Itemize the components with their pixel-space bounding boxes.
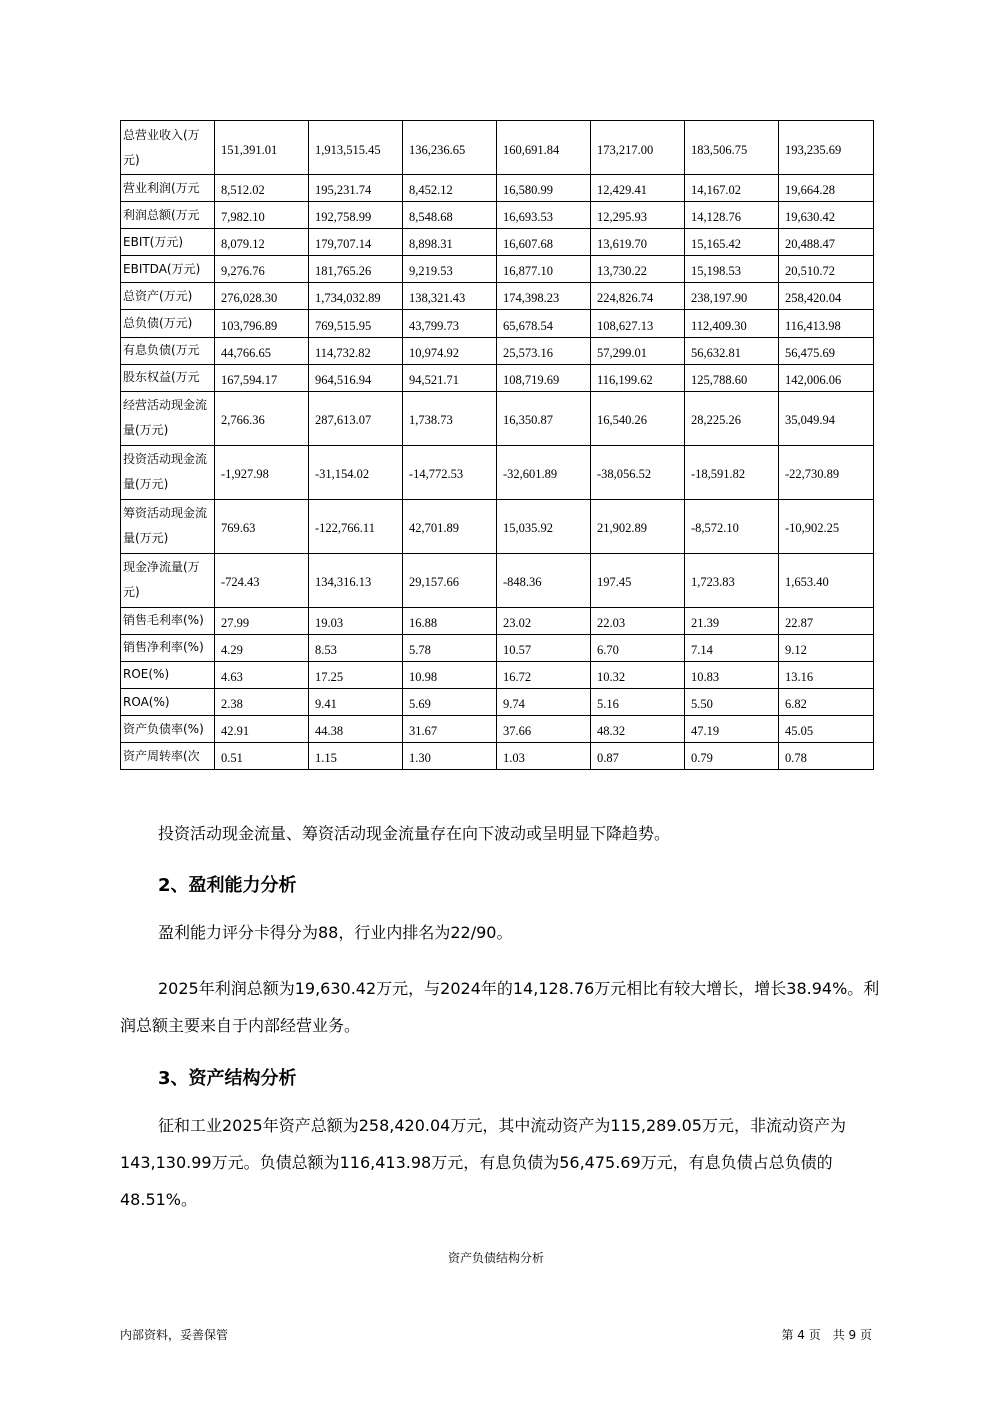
- row-label: 利润总额(万元: [121, 202, 215, 229]
- table-cell: 20,488.47: [779, 229, 874, 256]
- section-heading-profitability: 2、盈利能力分析: [158, 875, 297, 896]
- table-cell: 1,723.83: [685, 553, 779, 607]
- table-cell: 15,198.53: [685, 256, 779, 283]
- table-cell: 238,197.90: [685, 283, 779, 310]
- table-cell: 0.51: [215, 743, 309, 770]
- footer-page-number: 第 4 页 共 9 页: [781, 1328, 872, 1342]
- table-row: [121, 283, 874, 310]
- table-cell: -32,601.89: [497, 445, 591, 499]
- table-cell: 2,766.36: [215, 391, 309, 445]
- table-cell: 136,236.65: [403, 121, 497, 175]
- table-cell: 42,701.89: [403, 499, 497, 553]
- table-cell: 23.02: [497, 607, 591, 634]
- table-cell: 14,167.02: [685, 175, 779, 202]
- table-row: [121, 310, 874, 337]
- table-cell: 116,199.62: [591, 364, 685, 391]
- table-cell: -848.36: [497, 553, 591, 607]
- table-cell: 174,398.23: [497, 283, 591, 310]
- table-cell: 1,653.40: [779, 553, 874, 607]
- paragraph-cashflow-trend: 投资活动现金流量、筹资活动现金流量存在向下波动或呈明显下降趋势。: [158, 824, 671, 843]
- table-cell: 1,734,032.89: [309, 283, 403, 310]
- table-cell: 10.32: [591, 661, 685, 688]
- table-cell: 28,225.26: [685, 391, 779, 445]
- table-cell: -10,902.25: [779, 499, 874, 553]
- paragraph-profitability-score: 盈利能力评分卡得分为88，行业内排名为22/90。: [158, 923, 513, 942]
- table-cell: 22.87: [779, 607, 874, 634]
- table-cell: 9.12: [779, 634, 874, 661]
- table-cell: 769,515.95: [309, 310, 403, 337]
- table-cell: 10,974.92: [403, 337, 497, 364]
- table-cell: 6.70: [591, 634, 685, 661]
- table-cell: 224,826.74: [591, 283, 685, 310]
- table-cell: 65,678.54: [497, 310, 591, 337]
- table-cell: 16,540.26: [591, 391, 685, 445]
- table-row: [121, 337, 874, 364]
- table-cell: 0.79: [685, 743, 779, 770]
- table-cell: 181,765.26: [309, 256, 403, 283]
- table-cell: 112,409.30: [685, 310, 779, 337]
- row-label: 股东权益(万元: [121, 364, 215, 391]
- table-cell: 276,028.30: [215, 283, 309, 310]
- table-cell: 14,128.76: [685, 202, 779, 229]
- row-label: EBIT(万元): [121, 229, 215, 256]
- table-cell: 287,613.07: [309, 391, 403, 445]
- table-row: [121, 607, 874, 634]
- table-cell: 94,521.71: [403, 364, 497, 391]
- figure-caption: 资产负债结构分析: [447, 1251, 544, 1265]
- row-label: 资产负债率(%): [121, 716, 215, 743]
- table-cell: 167,594.17: [215, 364, 309, 391]
- table-cell: 173,217.00: [591, 121, 685, 175]
- table-cell: 7.14: [685, 634, 779, 661]
- table-cell: 1.15: [309, 743, 403, 770]
- table-cell: 138,321.43: [403, 283, 497, 310]
- footer-confidential-note: 内部资料，妥善保管: [120, 1328, 229, 1342]
- row-label: 销售毛利率(%): [121, 607, 215, 634]
- table-cell: 56,632.81: [685, 337, 779, 364]
- table-cell: 5.16: [591, 689, 685, 716]
- table-cell: 160,691.84: [497, 121, 591, 175]
- table-cell: 44.38: [309, 716, 403, 743]
- row-label: EBITDA(万元): [121, 256, 215, 283]
- table-cell: -14,772.53: [403, 445, 497, 499]
- table-cell: 9,219.53: [403, 256, 497, 283]
- paragraph-asset-structure: 征和工业2025年资产总额为258,420.04万元，其中流动资产为115,289.05万元，非流动资产为143,130.99万元。负债总额为116,413.98万元，有息负债为56,475.69万元，有息负债占总负债的48.51%。: [120, 1116, 846, 1209]
- table-cell: 56,475.69: [779, 337, 874, 364]
- financial-table: [120, 120, 874, 770]
- table-cell: 103,796.89: [215, 310, 309, 337]
- table-cell: 48.32: [591, 716, 685, 743]
- table-cell: 1,913,515.45: [309, 121, 403, 175]
- row-label: 投资活动现金流量(万元): [121, 445, 215, 499]
- table-cell: 1,738.73: [403, 391, 497, 445]
- table-cell: 35,049.94: [779, 391, 874, 445]
- table-cell: 114,732.82: [309, 337, 403, 364]
- table-row: [121, 499, 874, 553]
- table-cell: 45.05: [779, 716, 874, 743]
- table-cell: 193,235.69: [779, 121, 874, 175]
- table-cell: 29,157.66: [403, 553, 497, 607]
- row-label: ROA(%): [121, 689, 215, 716]
- table-cell: 5.69: [403, 689, 497, 716]
- table-cell: 258,420.04: [779, 283, 874, 310]
- table-cell: 15,035.92: [497, 499, 591, 553]
- table-cell: 22.03: [591, 607, 685, 634]
- row-label: 现金净流量(万元): [121, 553, 215, 607]
- row-label: 总负债(万元): [121, 310, 215, 337]
- table-cell: 5.50: [685, 689, 779, 716]
- table-cell: 0.78: [779, 743, 874, 770]
- paragraph-profit-growth: 2025年利润总额为19,630.42万元，与2024年的14,128.76万元相比有较大增长，增长38.94%。利润总额主要来自于内部经营业务。: [120, 979, 880, 1035]
- table-cell: 16,877.10: [497, 256, 591, 283]
- table-cell: 9.41: [309, 689, 403, 716]
- table-cell: 21.39: [685, 607, 779, 634]
- table-cell: 25,573.16: [497, 337, 591, 364]
- table-cell: -724.43: [215, 553, 309, 607]
- table-cell: 19.03: [309, 607, 403, 634]
- table-cell: 151,391.01: [215, 121, 309, 175]
- table-row: [121, 689, 874, 716]
- table-cell: 142,006.06: [779, 364, 874, 391]
- table-cell: 2.38: [215, 689, 309, 716]
- table-cell: 42.91: [215, 716, 309, 743]
- table-cell: 6.82: [779, 689, 874, 716]
- row-label: ROE(%): [121, 661, 215, 688]
- table-row: [121, 716, 874, 743]
- table-cell: 20,510.72: [779, 256, 874, 283]
- table-cell: 17.25: [309, 661, 403, 688]
- table-cell: 769.63: [215, 499, 309, 553]
- table-cell: 9.74: [497, 689, 591, 716]
- table-row: [121, 256, 874, 283]
- row-label: 营业利润(万元: [121, 175, 215, 202]
- table-row: [121, 121, 874, 175]
- table-row: [121, 445, 874, 499]
- table-cell: -22,730.89: [779, 445, 874, 499]
- table-cell: -31,154.02: [309, 445, 403, 499]
- table-cell: 964,516.94: [309, 364, 403, 391]
- table-row: [121, 364, 874, 391]
- table-cell: -8,572.10: [685, 499, 779, 553]
- table-cell: -18,591.82: [685, 445, 779, 499]
- table-cell: 12,295.93: [591, 202, 685, 229]
- table-cell: 7,982.10: [215, 202, 309, 229]
- table-cell: 19,664.28: [779, 175, 874, 202]
- table-cell: 10.57: [497, 634, 591, 661]
- table-cell: 12,429.41: [591, 175, 685, 202]
- table-cell: 16.88: [403, 607, 497, 634]
- table-cell: 1.30: [403, 743, 497, 770]
- table-row: [121, 391, 874, 445]
- table-row: [121, 175, 874, 202]
- table-cell: 8,548.68: [403, 202, 497, 229]
- table-cell: 116,413.98: [779, 310, 874, 337]
- table-cell: 197.45: [591, 553, 685, 607]
- table-cell: 44,766.65: [215, 337, 309, 364]
- table-cell: -122,766.11: [309, 499, 403, 553]
- table-cell: 57,299.01: [591, 337, 685, 364]
- row-label: 有息负债(万元: [121, 337, 215, 364]
- table-cell: 16,693.53: [497, 202, 591, 229]
- table-row: [121, 634, 874, 661]
- table-cell: 27.99: [215, 607, 309, 634]
- table-cell: 47.19: [685, 716, 779, 743]
- row-label: 筹资活动现金流量(万元): [121, 499, 215, 553]
- table-cell: 16,607.68: [497, 229, 591, 256]
- table-cell: -38,056.52: [591, 445, 685, 499]
- table-cell: 108,719.69: [497, 364, 591, 391]
- table-cell: 16,580.99: [497, 175, 591, 202]
- table-cell: 10.83: [685, 661, 779, 688]
- table-cell: 8,898.31: [403, 229, 497, 256]
- row-label: 销售净利率(%): [121, 634, 215, 661]
- table-cell: 16.72: [497, 661, 591, 688]
- table-cell: 183,506.75: [685, 121, 779, 175]
- table-cell: 4.63: [215, 661, 309, 688]
- table-row: [121, 743, 874, 770]
- table-cell: 9,276.76: [215, 256, 309, 283]
- table-cell: -1,927.98: [215, 445, 309, 499]
- table-row: [121, 661, 874, 688]
- row-label: 总资产(万元): [121, 283, 215, 310]
- row-label: 经营活动现金流量(万元): [121, 391, 215, 445]
- table-cell: 108,627.13: [591, 310, 685, 337]
- table-cell: 125,788.60: [685, 364, 779, 391]
- table-cell: 43,799.73: [403, 310, 497, 337]
- table-row: [121, 229, 874, 256]
- table-cell: 21,902.89: [591, 499, 685, 553]
- table-cell: 13.16: [779, 661, 874, 688]
- table-cell: 5.78: [403, 634, 497, 661]
- table-cell: 8.53: [309, 634, 403, 661]
- row-label: 资产周转率(次: [121, 743, 215, 770]
- table-cell: 10.98: [403, 661, 497, 688]
- table-cell: 8,079.12: [215, 229, 309, 256]
- table-row: [121, 553, 874, 607]
- table-cell: 31.67: [403, 716, 497, 743]
- table-cell: 37.66: [497, 716, 591, 743]
- table-cell: 15,165.42: [685, 229, 779, 256]
- table-cell: 4.29: [215, 634, 309, 661]
- table-cell: 16,350.87: [497, 391, 591, 445]
- table-cell: 19,630.42: [779, 202, 874, 229]
- table-cell: 134,316.13: [309, 553, 403, 607]
- table-row: [121, 202, 874, 229]
- table-cell: 13,619.70: [591, 229, 685, 256]
- table-cell: 179,707.14: [309, 229, 403, 256]
- table-cell: 192,758.99: [309, 202, 403, 229]
- table-cell: 8,512.02: [215, 175, 309, 202]
- table-cell: 8,452.12: [403, 175, 497, 202]
- section-heading-asset-structure: 3、资产结构分析: [158, 1068, 297, 1089]
- table-cell: 13,730.22: [591, 256, 685, 283]
- row-label: 总营业收入(万元): [121, 121, 215, 175]
- table-cell: 195,231.74: [309, 175, 403, 202]
- table-cell: 0.87: [591, 743, 685, 770]
- table-cell: 1.03: [497, 743, 591, 770]
